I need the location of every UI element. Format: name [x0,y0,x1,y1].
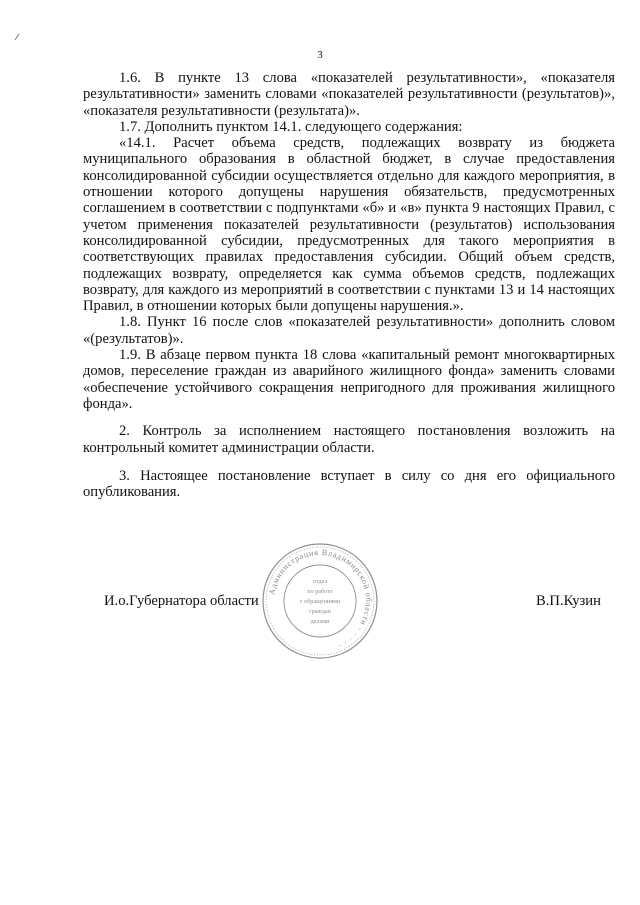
document-body [83,70,615,500]
paragraph-3: 3. Настоящее постановление вступает в силу со дня его официального опубликования. [83,467,615,501]
svg-text:отдел: отдел [312,578,328,585]
paragraph-2: 2. Контроль за исполнением настоящего постановления возложить на контрольный комитет администрации области. [83,423,615,456]
page-number: 3 [317,49,323,61]
svg-text:делами: делами [310,618,330,625]
svg-text:по работе: по работе [307,588,333,595]
svg-text:Администрация Владимирской обл: Администрация Владимирской области · · · · · [267,547,374,651]
paragraph-1-7: 1.7. Дополнить пунктом 14.1. следующего содержания: [119,118,463,135]
signatory-name: В.П.Кузин [536,593,601,609]
paragraph-1-8: 1.8. Пункт 16 после слов «показателей результативности» дополнить словом «(результатов)». [83,314,615,347]
svg-text:с обращениями: с обращениями [299,598,341,605]
seal-stamp-graphic [255,541,385,661]
paragraph-14-1: «14.1. Расчет объема средств, подлежащих возврату из бюджета муниципального образования в областной бюджет, в случае предоставления консолидированной субсидии осуществляется отдельно для каждого мероприятия, в отношении которого допущены нарушения обязательств, предусмотренных соглашением в соответствии с подпунктами «б» и «в» пункта 9 настоящих Правил, с учетом применения показателей результативности (результатов) использования консолидированной субсидии, предусмотренных для такого мероприятия в соответствующих правилах предоставления субсидии. Общий объем средств, подлежащих возврату, определяется как сумма объемов средств, подлежащих возврату, для каждого из мероприятий в соответствии с пунктами 13 и 14 настоящих Правил, в отношении которых были допущены нарушения.». [83,135,615,315]
svg-text:граждан: граждан [309,608,331,615]
paragraph-1-6: 1.6. В пункте 13 слова «показателей результативности», «показателя результативности» заменить словами «показателей результативности (результатов)», «показателя результативности (результата)». [83,70,615,119]
signatory-title: И.о.Губернатора области [104,593,259,609]
paragraph-1-9: 1.9. В абзаце первом пункта 18 слова «капитальный ремонт многоквартирных домов, переселение граждан из аварийного жилищного фонда» заменить словами «обеспечение устойчивого сокращения непригодного для проживания жилищного фонда». [83,347,615,412]
scan-mark [14,28,20,36]
official-seal [255,541,385,661]
